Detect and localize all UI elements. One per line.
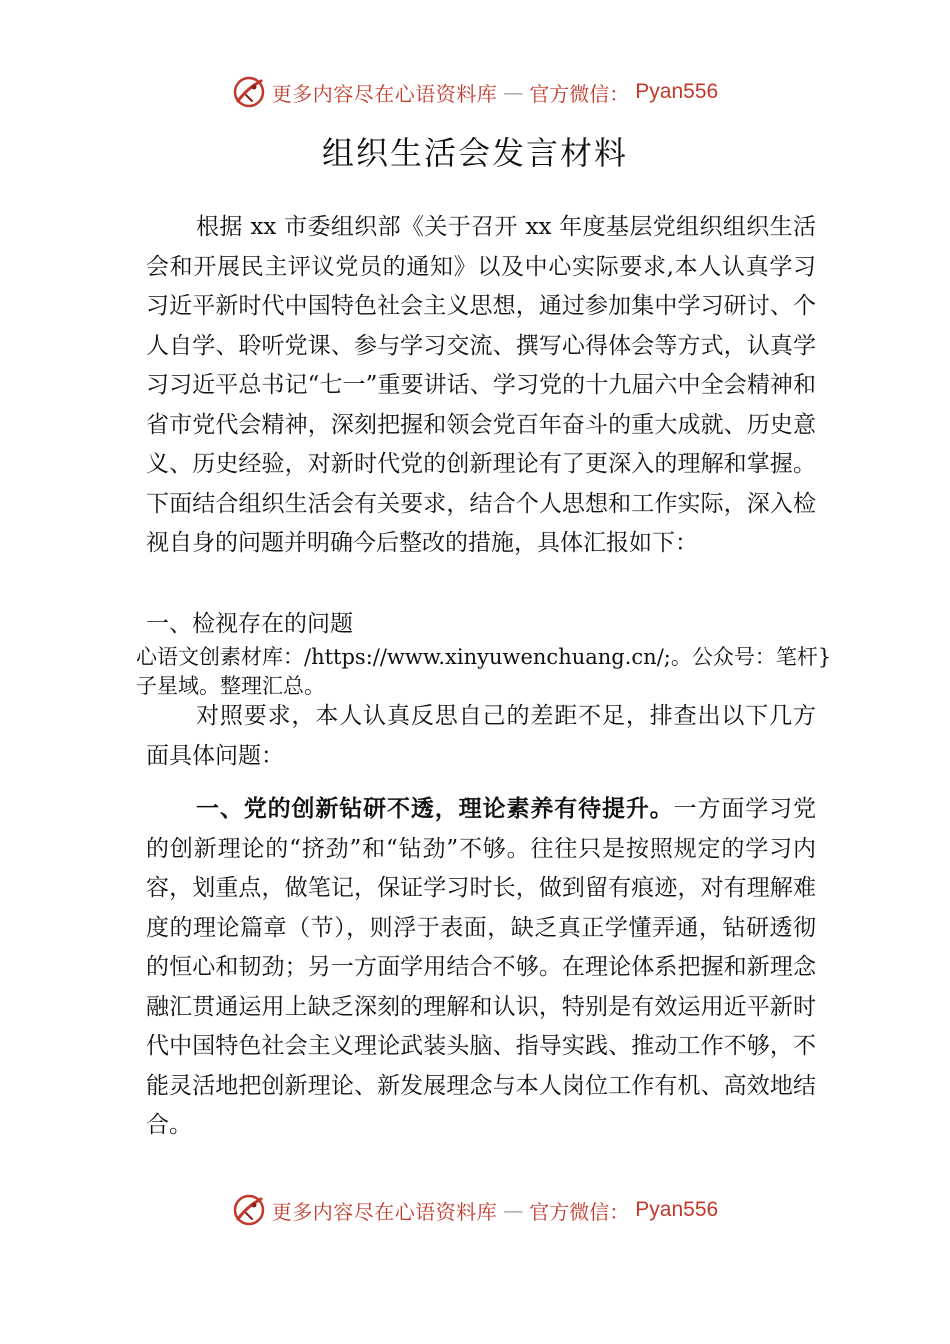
banner-wechat-id: Pyan556 (635, 1198, 719, 1221)
banner-wechat-label: 官方微信： (529, 1199, 630, 1224)
banner-slogan: 更多内容尽在心语资料库 (271, 1199, 498, 1224)
problem-one-heading: 一、党的创新钻研不透，理论素养有待提升。 (196, 796, 674, 822)
source-note: 心语文创素材库：/https://www.xinyuwenchuang.cn/;。公众号：笔杆}子星域。整理汇总。 (136, 645, 832, 698)
banner-separator: — (503, 1198, 524, 1222)
header-banner (0, 72, 950, 112)
problem-one-body: 一方面学习党的创新理论的“挤劲”和“钻劲”不够。往往只是按照规定的学习内容，划重点，做笔记，保证学习时长，做到留有痕迹，对有理解难度的理论篇章（节），则浮于表面，缺乏真正学懂弄通，钻研透彻的恒心和韧劲；另一方面学用结合不够。在理论体系把握和新理念融汇贯通运用上缺乏深刻的理解和认识，特别是有效运用近平新时代中国特色社会主义理论武装头脑、指导实践、推动工作不够，不能灵活地把创新理论、新发展理念与本人岗位工作有机、高效地结合。 (146, 796, 817, 1138)
problems-intro-paragraph: 对照要求，本人认真反思自己的差距不足，排查出以下几方面具体问题： (146, 703, 816, 769)
pen-logo-icon (232, 1193, 266, 1227)
footer-banner (0, 1190, 950, 1230)
footer-banner-content (232, 1193, 718, 1227)
header-banner-content (232, 75, 718, 109)
page-title: 组织生活会发言材料 (321, 134, 628, 172)
problem-one-paragraph (146, 790, 816, 1146)
pen-logo-icon (232, 75, 266, 109)
banner-separator: — (503, 80, 524, 104)
banner-slogan: 更多内容尽在心语资料库 (271, 81, 498, 106)
banner-wechat-id: Pyan556 (635, 80, 719, 103)
intro-paragraph: 根据 xx 市委组织部《关于召开 xx 年度基层党组织组织生活会和开展民主评议党员的通知》以及中心实际要求,本人认真学习习近平新时代中国特色社会主义思想，通过参加集中学习研讨、个人自学、聆听党课、参与学习交流、撰写心得体会等方式，认真学习习近平总书记“七一”重要讲话、学习党的十九届六中全会精神和省市党代会精神，深刻把握和领会党百年奋斗的重大成就、历史意义、历史经验，对新时代党的创新理论有了更深入的理解和掌握。下面结合组织生活会有关要求，结合个人思想和工作实际，深入检视自身的问题并明确今后整改的措施，具体汇报如下： (146, 214, 816, 556)
banner-wechat-label: 官方微信： (529, 81, 630, 106)
section-heading: 一、检视存在的问题 (146, 611, 353, 637)
